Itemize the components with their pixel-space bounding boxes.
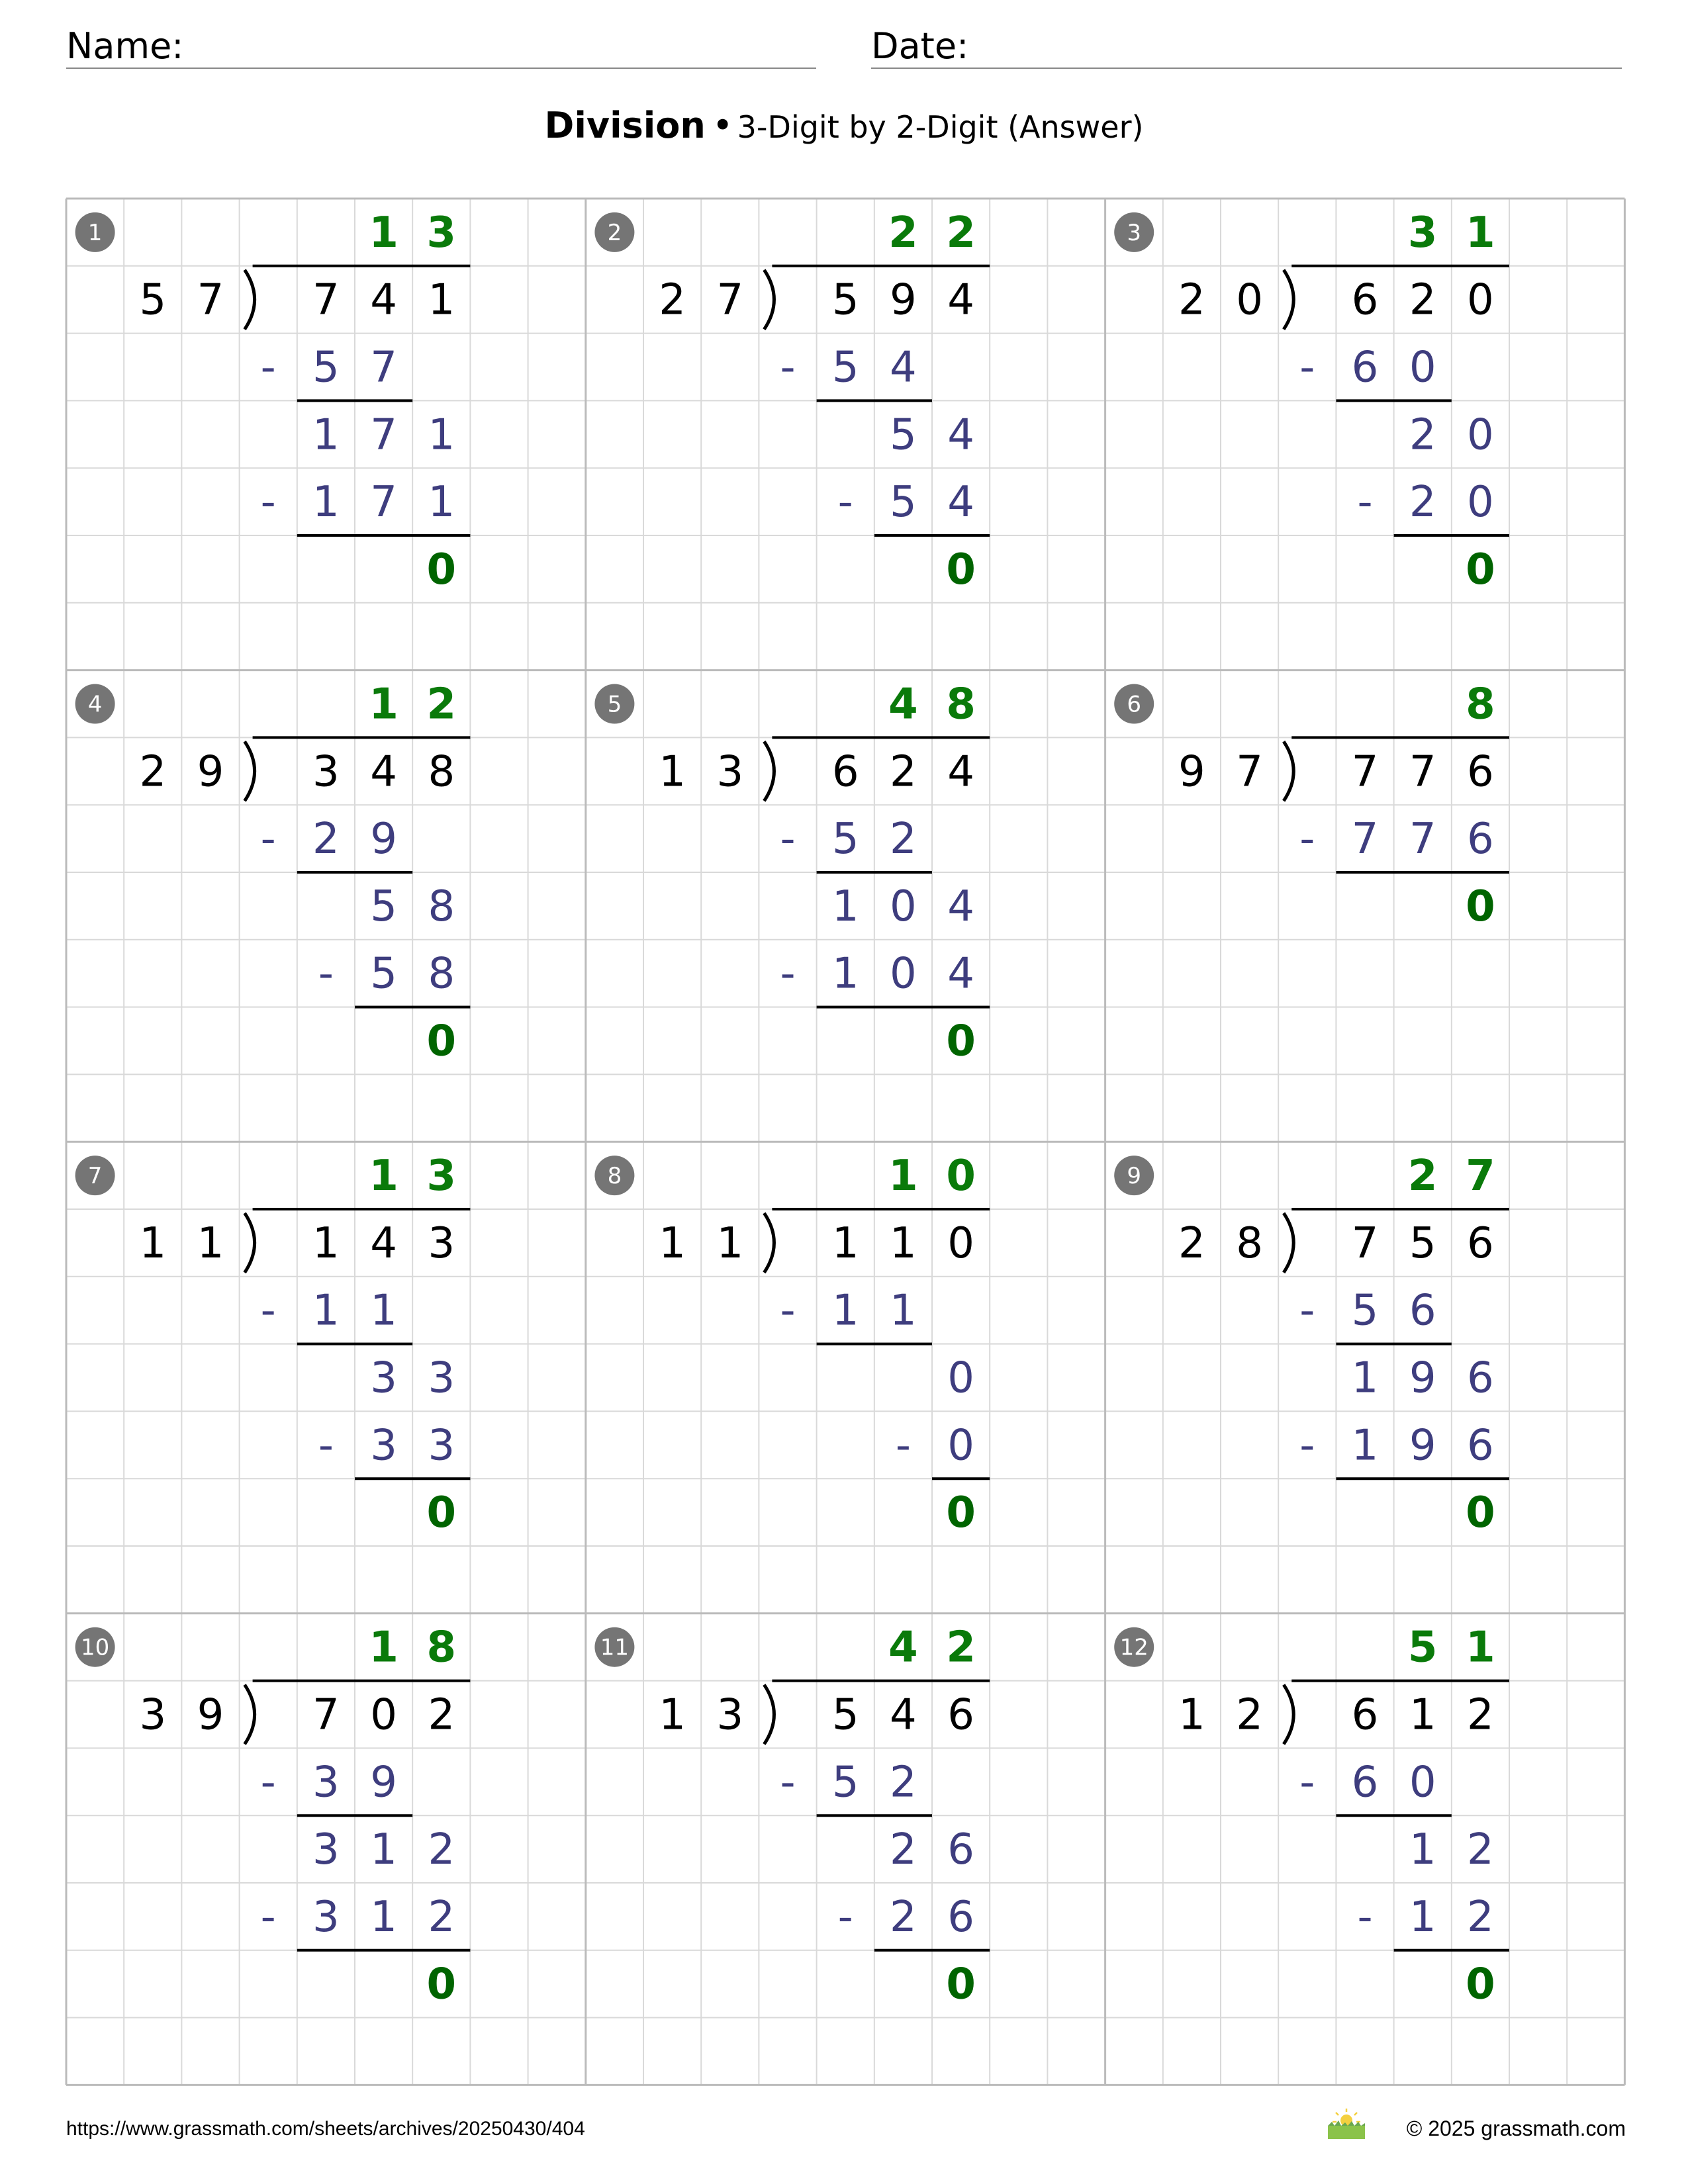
problem-number: 10 — [80, 1634, 110, 1661]
divisor-digit: 2 — [1178, 275, 1205, 325]
divisor-digit: 8 — [1236, 1218, 1263, 1268]
work-digit: 0 — [890, 949, 917, 999]
division-bracket — [245, 1685, 255, 1745]
work-digit: 5 — [1351, 1286, 1379, 1336]
work-digit: 8 — [428, 949, 455, 999]
remainder-digit: 0 — [1466, 882, 1495, 931]
divisor-digit: 1 — [197, 1218, 224, 1268]
work-digit: 3 — [312, 1758, 340, 1807]
minus-sign: - — [260, 815, 276, 864]
dividend-digit: 7 — [1351, 1218, 1379, 1268]
work-digit: 9 — [1409, 1353, 1436, 1403]
dividend-digit: 1 — [1409, 1690, 1436, 1740]
work-digit: 4 — [947, 410, 974, 460]
work-digit: 5 — [312, 343, 340, 392]
dividend-digit: 4 — [890, 1690, 917, 1740]
work-digit: 4 — [947, 882, 974, 931]
dividend-digit: 1 — [831, 1218, 859, 1268]
title-subtitle: 3-Digit by 2-Digit (Answer) — [737, 109, 1144, 145]
work-digit: 5 — [370, 949, 397, 999]
work-digit: 4 — [890, 343, 917, 392]
work-digit: 2 — [890, 815, 917, 864]
dividend-digit: 7 — [312, 275, 340, 325]
dividend-digit: 0 — [370, 1690, 397, 1740]
dividend-digit: 6 — [1351, 1690, 1379, 1740]
name-label: Name: — [66, 25, 184, 67]
divisor-digit: 7 — [197, 275, 224, 325]
minus-sign: - — [837, 478, 853, 527]
remainder-digit: 0 — [946, 1960, 976, 2009]
work-digit: 0 — [1467, 478, 1494, 527]
work-digit: 1 — [1409, 1892, 1436, 1942]
work-digit: 7 — [370, 478, 397, 527]
divisor-digit: 3 — [716, 747, 744, 797]
dividend-digit: 7 — [1351, 747, 1379, 797]
remainder-digit: 0 — [1466, 545, 1495, 594]
work-digit: 5 — [890, 478, 917, 527]
quotient-digit: 3 — [426, 208, 457, 257]
dividend-digit: 1 — [312, 1218, 340, 1268]
work-digit: 4 — [947, 949, 974, 999]
minus-sign: - — [780, 949, 796, 999]
minus-sign: - — [780, 1286, 796, 1336]
work-digit: 3 — [370, 1353, 397, 1403]
problem-number: 1 — [87, 219, 103, 246]
work-digit: 2 — [312, 815, 340, 864]
divisor-digit: 5 — [139, 275, 167, 325]
minus-sign: - — [837, 1892, 853, 1942]
remainder-digit: 0 — [426, 1960, 457, 2009]
minus-sign: - — [1299, 1286, 1315, 1336]
work-digit: 1 — [370, 1892, 397, 1942]
minus-sign: - — [318, 1421, 334, 1471]
minus-sign: - — [780, 343, 796, 392]
remainder-digit: 0 — [426, 1017, 457, 1066]
work-digit: 6 — [947, 1825, 974, 1875]
problem-number: 5 — [607, 691, 622, 718]
footer-url: https://www.grassmath.com/sheets/archives/20250430/404 — [66, 2118, 585, 2140]
work-digit: 2 — [890, 1892, 917, 1942]
minus-sign: - — [1299, 815, 1315, 864]
quotient-digit: 2 — [426, 680, 457, 729]
dividend-digit: 5 — [831, 275, 859, 325]
work-digit: 1 — [831, 1286, 859, 1336]
dividend-digit: 6 — [1351, 275, 1379, 325]
quotient-digit: 1 — [369, 208, 399, 257]
remainder-digit: 0 — [946, 1017, 976, 1066]
divisor-digit: 1 — [716, 1218, 744, 1268]
division-bracket — [764, 741, 774, 801]
quotient-digit: 1 — [1466, 1623, 1495, 1672]
work-digit: 5 — [370, 882, 397, 931]
quotient-digit: 1 — [369, 1623, 399, 1672]
work-digit: 1 — [890, 1286, 917, 1336]
work-digit: 5 — [831, 343, 859, 392]
divisor-digit: 0 — [1236, 275, 1263, 325]
minus-sign: - — [780, 815, 796, 864]
dividend-digit: 2 — [1467, 1690, 1494, 1740]
dividend-digit: 9 — [890, 275, 917, 325]
dividend-digit: 1 — [428, 275, 455, 325]
dividend-digit: 3 — [312, 747, 340, 797]
work-digit: 2 — [890, 1825, 917, 1875]
remainder-digit: 0 — [1466, 1488, 1495, 1538]
work-digit: 6 — [1467, 1353, 1494, 1403]
minus-sign: - — [318, 949, 334, 999]
work-digit: 1 — [1351, 1353, 1379, 1403]
work-digit: 3 — [312, 1825, 340, 1875]
dividend-digit: 5 — [1409, 1218, 1436, 1268]
work-digit: 2 — [428, 1825, 455, 1875]
work-digit: 9 — [1409, 1421, 1436, 1471]
minus-sign: - — [1357, 478, 1373, 527]
work-digit: 3 — [312, 1892, 340, 1942]
title-main: Division — [544, 105, 706, 146]
division-bracket — [1284, 1213, 1293, 1273]
divisor-digit: 7 — [1236, 747, 1263, 797]
dividend-digit: 6 — [1467, 747, 1494, 797]
dividend-digit: 4 — [370, 747, 397, 797]
quotient-digit: 1 — [888, 1152, 918, 1201]
dividend-digit: 6 — [831, 747, 859, 797]
division-bracket — [764, 270, 774, 330]
work-digit: 7 — [1351, 815, 1379, 864]
division-bracket — [764, 1685, 774, 1745]
work-digit: 2 — [428, 1892, 455, 1942]
problem-number: 4 — [87, 691, 103, 718]
title-separator: • — [712, 105, 733, 146]
dividend-digit: 3 — [428, 1218, 455, 1268]
remainder-digit: 0 — [946, 1488, 976, 1538]
work-digit: 5 — [831, 815, 859, 864]
work-digit: 3 — [428, 1421, 455, 1471]
dividend-digit: 4 — [370, 275, 397, 325]
problem-number: 12 — [1119, 1634, 1149, 1661]
work-digit: 2 — [1409, 478, 1436, 527]
quotient-digit: 7 — [1466, 1152, 1495, 1201]
work-digit: 2 — [1467, 1892, 1494, 1942]
work-digit: 0 — [1409, 1758, 1436, 1807]
remainder-digit: 0 — [426, 545, 457, 594]
work-digit: 5 — [831, 1758, 859, 1807]
quotient-digit: 1 — [369, 1152, 399, 1201]
quotient-digit: 4 — [888, 680, 918, 729]
work-digit: 1 — [831, 882, 859, 931]
minus-sign: - — [260, 478, 276, 527]
divisor-digit: 2 — [139, 747, 167, 797]
remainder-digit: 0 — [1466, 1960, 1495, 2009]
quotient-digit: 8 — [946, 680, 976, 729]
divisor-digit: 1 — [659, 1690, 686, 1740]
problem-number: 9 — [1127, 1163, 1142, 1190]
quotient-digit: 0 — [946, 1152, 976, 1201]
dividend-digit: 0 — [1467, 275, 1494, 325]
divisor-digit: 7 — [716, 275, 744, 325]
divisor-digit: 1 — [659, 1218, 686, 1268]
division-bracket — [245, 1213, 255, 1273]
work-digit: 2 — [890, 1758, 917, 1807]
divisor-digit: 3 — [139, 1690, 167, 1740]
minus-sign: - — [780, 1758, 796, 1807]
dividend-digit: 0 — [947, 1218, 974, 1268]
division-bracket — [245, 741, 255, 801]
minus-sign: - — [260, 1286, 276, 1336]
work-digit: 6 — [1351, 1758, 1379, 1807]
work-digit: 0 — [947, 1353, 974, 1403]
minus-sign: - — [260, 1758, 276, 1807]
minus-sign: - — [1299, 1421, 1315, 1471]
work-digit: 1 — [1409, 1825, 1436, 1875]
dividend-digit: 6 — [1467, 1218, 1494, 1268]
dividend-digit: 4 — [947, 275, 974, 325]
minus-sign: - — [1357, 1892, 1373, 1942]
work-digit: 2 — [1467, 1825, 1494, 1875]
minus-sign: - — [1299, 1758, 1315, 1807]
divisor-digit: 9 — [1178, 747, 1205, 797]
work-digit: 4 — [947, 478, 974, 527]
division-bracket — [1284, 741, 1293, 801]
work-digit: 7 — [1409, 815, 1436, 864]
divisor-digit: 2 — [659, 275, 686, 325]
work-digit: 6 — [1351, 343, 1379, 392]
problem-number: 2 — [607, 219, 622, 246]
dividend-digit: 2 — [1409, 275, 1436, 325]
dividend-digit: 7 — [1409, 747, 1436, 797]
quotient-digit: 2 — [946, 1623, 976, 1672]
work-digit: 7 — [370, 410, 397, 460]
dividend-digit: 2 — [428, 1690, 455, 1740]
divisor-digit: 1 — [139, 1218, 167, 1268]
work-digit: 1 — [370, 1286, 397, 1336]
work-digit: 0 — [947, 1421, 974, 1471]
work-digit: 1 — [370, 1825, 397, 1875]
grass-sun-logo-icon — [1327, 2106, 1366, 2142]
date-label: Date: — [871, 25, 969, 67]
dividend-digit: 7 — [312, 1690, 340, 1740]
dividend-digit: 2 — [890, 747, 917, 797]
quotient-digit: 2 — [946, 208, 976, 257]
work-digit: 6 — [1409, 1286, 1436, 1336]
remainder-digit: 0 — [426, 1488, 457, 1538]
work-digit: 1 — [428, 478, 455, 527]
quotient-digit: 1 — [369, 680, 399, 729]
divisor-digit: 3 — [716, 1690, 744, 1740]
dividend-digit: 6 — [947, 1690, 974, 1740]
work-digit: 9 — [370, 1758, 397, 1807]
minus-sign: - — [895, 1421, 911, 1471]
division-bracket — [1284, 270, 1293, 330]
divisor-digit: 2 — [1236, 1690, 1263, 1740]
work-digit: 1 — [312, 410, 340, 460]
minus-sign: - — [260, 343, 276, 392]
quotient-digit: 8 — [1466, 680, 1495, 729]
dividend-digit: 8 — [428, 747, 455, 797]
work-digit: 0 — [1467, 410, 1494, 460]
footer-copyright: © 2025 grassmath.com — [1406, 2116, 1626, 2140]
dividend-digit: 1 — [890, 1218, 917, 1268]
work-digit: 3 — [370, 1421, 397, 1471]
work-digit: 6 — [1467, 815, 1494, 864]
work-digit: 7 — [370, 343, 397, 392]
quotient-digit: 3 — [1407, 208, 1438, 257]
problem-number: 8 — [607, 1163, 622, 1190]
quotient-digit: 1 — [1466, 208, 1495, 257]
problem-number: 3 — [1127, 219, 1142, 246]
quotient-digit: 4 — [888, 1623, 918, 1672]
work-digit: 1 — [312, 1286, 340, 1336]
work-digit: 1 — [428, 410, 455, 460]
work-digit: 1 — [831, 949, 859, 999]
work-digit: 6 — [947, 1892, 974, 1942]
work-digit: 0 — [1409, 343, 1436, 392]
work-digit: 3 — [428, 1353, 455, 1403]
work-digit: 9 — [370, 815, 397, 864]
work-digit: 6 — [1467, 1421, 1494, 1471]
divisor-digit: 1 — [1178, 1690, 1205, 1740]
work-digit: 1 — [1351, 1421, 1379, 1471]
divisor-digit: 1 — [659, 747, 686, 797]
quotient-digit: 3 — [426, 1152, 457, 1201]
problem-number: 7 — [87, 1163, 103, 1190]
division-bracket — [245, 270, 255, 330]
quotient-digit: 8 — [426, 1623, 457, 1672]
work-digit: 2 — [1409, 410, 1436, 460]
problem-number: 11 — [600, 1634, 630, 1661]
division-bracket — [1284, 1685, 1293, 1745]
division-bracket — [764, 1213, 774, 1273]
work-digit: 8 — [428, 882, 455, 931]
minus-sign: - — [260, 1892, 276, 1942]
work-digit: 5 — [890, 410, 917, 460]
problem-number: 6 — [1127, 691, 1142, 718]
work-digit: 0 — [890, 882, 917, 931]
divisor-digit: 9 — [197, 1690, 224, 1740]
dividend-digit: 4 — [947, 747, 974, 797]
quotient-digit: 2 — [1407, 1152, 1438, 1201]
work-digit: 1 — [312, 478, 340, 527]
divisor-digit: 2 — [1178, 1218, 1205, 1268]
minus-sign: - — [1299, 343, 1315, 392]
dividend-digit: 5 — [831, 1690, 859, 1740]
quotient-digit: 5 — [1407, 1623, 1438, 1672]
divisor-digit: 9 — [197, 747, 224, 797]
quotient-digit: 2 — [888, 208, 918, 257]
dividend-digit: 4 — [370, 1218, 397, 1268]
remainder-digit: 0 — [946, 545, 976, 594]
